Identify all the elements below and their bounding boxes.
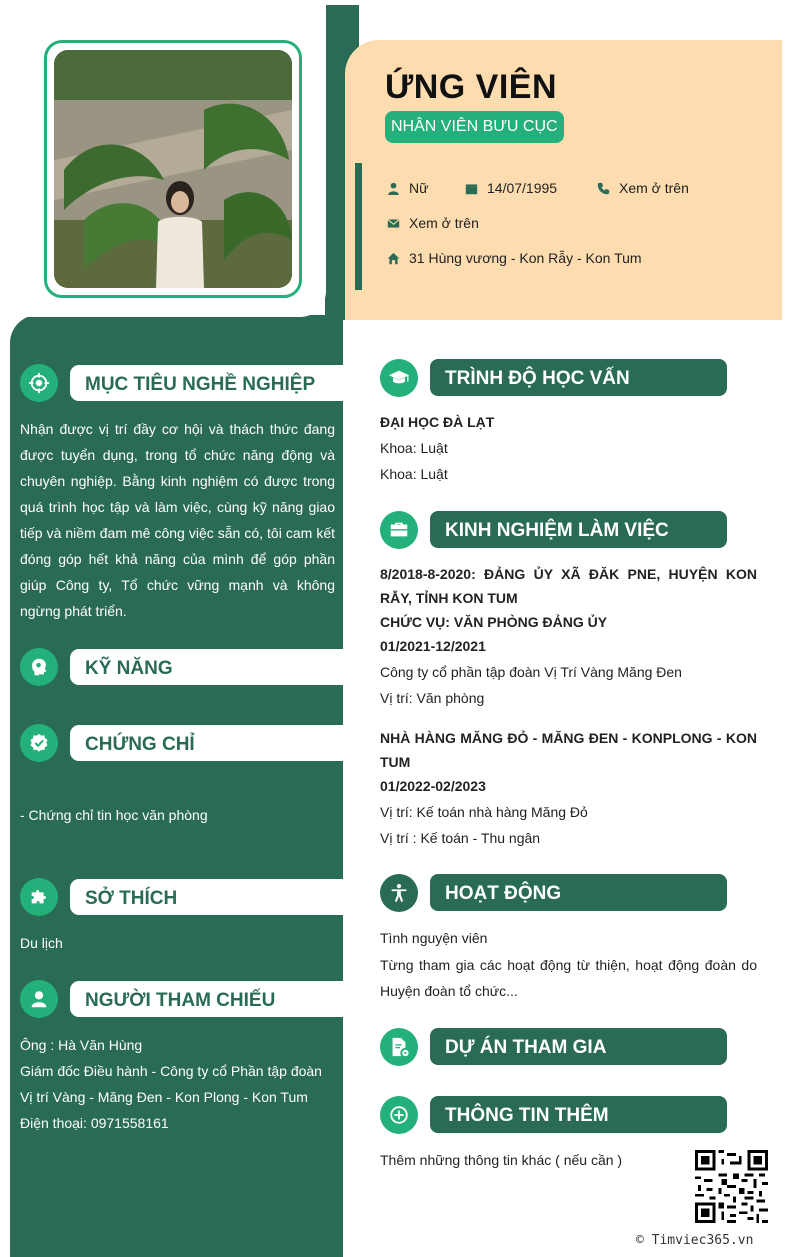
job-period: 01/2021-12/2021 — [380, 638, 486, 654]
education-title: TRÌNH ĐỘ HỌC VẤN — [430, 359, 727, 396]
job-period: 01/2022-02/2023 — [380, 778, 486, 794]
person-icon — [20, 980, 58, 1018]
badge-check-icon — [20, 724, 58, 762]
objective-title: MỤC TIÊU NGHỀ NGHIỆP — [70, 365, 343, 401]
phone-item — [597, 180, 689, 196]
activity-line: Tình nguyện viên — [380, 930, 488, 946]
avatar-frame — [44, 40, 302, 298]
envelope-icon — [387, 217, 400, 230]
target-icon — [20, 364, 58, 402]
user-icon — [387, 182, 400, 195]
projects-title: DỰ ÁN THAM GIA — [430, 1028, 727, 1065]
certificate-item: - Chứng chỉ tin học văn phòng — [20, 807, 208, 823]
puzzle-icon — [20, 878, 58, 916]
candidate-name: ỨNG VIÊN — [385, 68, 558, 106]
qr-code — [695, 1150, 768, 1223]
home-icon — [387, 252, 400, 265]
phone-icon — [597, 182, 610, 195]
copyright-footer: © Timviec365.vn — [636, 1233, 754, 1248]
gender-text: Nữ — [409, 180, 429, 196]
job-position: Vị trí: Kế toán nhà hàng Măng Đỏ — [380, 804, 588, 820]
dob-item — [465, 180, 557, 196]
briefcase-icon — [380, 511, 418, 549]
calendar-icon — [465, 182, 478, 195]
reference-name: Ông : Hà Văn Hùng — [20, 1037, 143, 1053]
hobbies-title: SỞ THÍCH — [70, 879, 343, 915]
reference-role: Giám đốc Điều hành - Công ty cổ Phần tập đoàn Vị trí Vàng - Măng Đen - Kon Plong - Kon Tum — [20, 1063, 322, 1105]
activity-line: Từng tham gia các hoạt động từ thiện, hoạt động đoàn do Huyện đoàn tổ chức... — [380, 957, 757, 999]
email-item — [387, 215, 479, 231]
more-info-title: THÔNG TIN THÊM — [430, 1096, 727, 1133]
education-block — [380, 410, 757, 486]
job-heading: NHÀ HÀNG MĂNG ĐỎ - MĂNG ĐEN - KONPLONG - KON TUM — [380, 730, 757, 770]
gender-item — [387, 180, 428, 196]
phone-text: Xem ở trên — [619, 180, 689, 196]
school-name: ĐẠI HỌC ĐÀ LẠT — [380, 414, 495, 430]
job-position: Vị trí: Văn phòng — [380, 690, 485, 706]
objective-text: Nhận được vị trí đầy cơ hội và thách thức đang được tuyển dụng, trong tổ chức năng động và chuyên nghiệp. Bằng kinh nghiệm có được trong quá trình học tập và làm việc, cùng kỹ năng giao tiếp và niềm đam mê công việc sẵn có, tôi cam kết đóng góp hết khả năng của mình để góp phần giúp Công ty, Tổ chức vững mạnh và không ngừng phát triển. — [20, 421, 335, 619]
photo-panel — [10, 5, 326, 317]
job-heading: 8/2018-8-2020: ĐẢNG ỦY XÃ ĐĂK PNE, HUYỆN KON RẪY, TỈNH KON TUM — [380, 566, 757, 606]
activities-block — [380, 926, 757, 1004]
plus-circle-icon — [380, 1096, 418, 1134]
certificates-title: CHỨNG CHỈ — [70, 725, 343, 761]
job-position: Vị trí : Kế toán - Thu ngân — [380, 830, 541, 846]
position-badge: NHÂN VIÊN BƯU CỤC — [385, 111, 564, 143]
faculty-line: Khoa: Luật — [380, 466, 448, 482]
job-role: CHỨC VỤ: VĂN PHÒNG ĐẢNG ỦY — [380, 614, 608, 630]
email-text: Xem ở trên — [409, 215, 479, 231]
avatar — [54, 50, 292, 288]
references-title: NGƯỜI THAM CHIẾU — [70, 981, 343, 1017]
job-company: Công ty cổ phần tập đoàn Vị Trí Vàng Măng Đen — [380, 664, 682, 680]
accessibility-person-icon — [380, 874, 418, 912]
hobbies-text: Du lịch — [20, 935, 63, 951]
skills-title: KỸ NĂNG — [70, 649, 343, 685]
header-card — [345, 40, 782, 320]
reference-phone: Điện thoại: 0971558161 — [20, 1115, 169, 1131]
dob-text: 14/07/1995 — [487, 180, 558, 196]
more-info-text: Thêm những thông tin khác ( nếu cần ) — [380, 1152, 623, 1168]
contact-accent-bar — [355, 163, 362, 290]
project-document-icon — [380, 1028, 418, 1066]
address-text: 31 Hùng vương - Kon Rẫy - Kon Tum — [409, 250, 642, 266]
address-item — [387, 250, 642, 266]
experience-title: KINH NGHIỆM LÀM VIỆC — [430, 511, 727, 548]
graduation-cap-icon — [380, 359, 418, 397]
brain-icon — [20, 648, 58, 686]
activities-title: HOẠT ĐỘNG — [430, 874, 727, 911]
faculty-line: Khoa: Luật — [380, 440, 448, 456]
experience-block — [380, 562, 757, 850]
